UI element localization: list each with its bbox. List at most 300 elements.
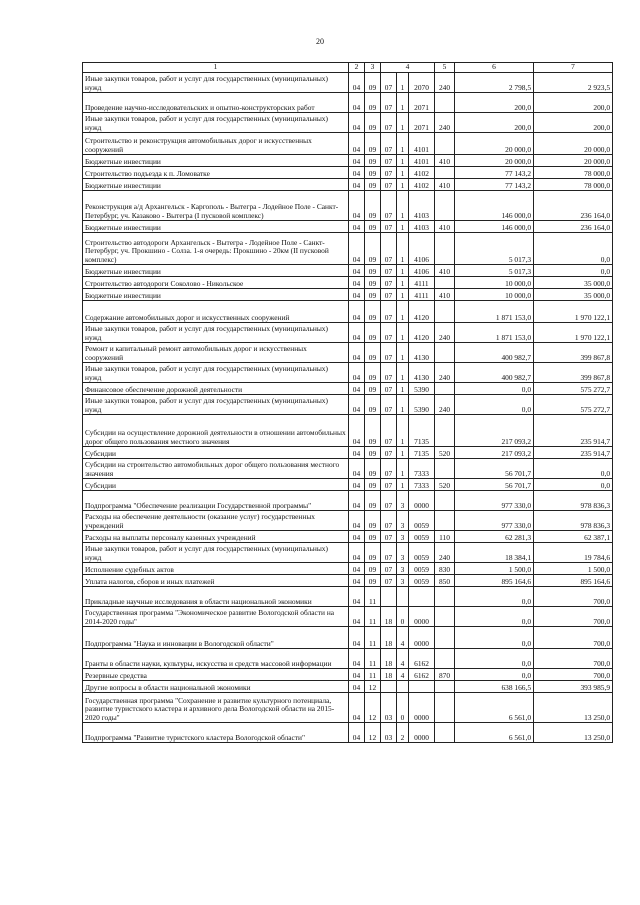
table-row <box>83 479 613 491</box>
value-2016: 200,0 <box>534 113 613 133</box>
row-name: Расходы на обеспечение деятельности (оказание услуг) государственных учреждений <box>83 511 349 531</box>
section-code: 04 <box>349 363 365 383</box>
value-2015: 146 000,0 <box>455 191 534 221</box>
table-row <box>83 113 613 133</box>
subsection-code: 11 <box>365 587 381 607</box>
value-2015: 10 000,0 <box>455 289 534 301</box>
value-2015: 200,0 <box>455 113 534 133</box>
table-row <box>83 543 613 563</box>
program-code: 07 <box>381 133 397 155</box>
table-row <box>83 459 613 479</box>
subprogram-code: 1 <box>397 265 409 277</box>
value-2015: 6 561,0 <box>455 693 534 723</box>
value-2015: 200,0 <box>455 93 534 113</box>
subprogram-code: 1 <box>397 395 409 415</box>
direction-code: 0000 <box>409 693 435 723</box>
value-2015: 6 561,0 <box>455 723 534 743</box>
expense-type-code: 410 <box>435 265 455 277</box>
subsection-code: 11 <box>365 649 381 669</box>
table-row <box>83 363 613 383</box>
program-code: 07 <box>381 491 397 511</box>
value-2015: 0,0 <box>455 669 534 681</box>
subprogram-code: 3 <box>397 543 409 563</box>
program-code: 18 <box>381 627 397 649</box>
value-2016: 20 000,0 <box>534 133 613 155</box>
row-name: Строительство и реконструкция автомобильных дорог и искусственных сооружений <box>83 133 349 155</box>
expense-type-code <box>435 491 455 511</box>
value-2016: 393 985,9 <box>534 681 613 693</box>
expense-type-code <box>435 277 455 289</box>
table-row <box>83 383 613 395</box>
table-row <box>83 415 613 447</box>
expense-type-code <box>435 587 455 607</box>
row-name: Подпрограмма "Развитие туристского кластера Вологодской области" <box>83 723 349 743</box>
value-2016: 399 867,8 <box>534 343 613 363</box>
expense-type-code <box>435 681 455 693</box>
expense-type-code: 110 <box>435 531 455 543</box>
section-code: 04 <box>349 723 365 743</box>
program-code: 07 <box>381 93 397 113</box>
program-code: 07 <box>381 179 397 191</box>
subsection-code: 09 <box>365 265 381 277</box>
subsection-code: 09 <box>365 543 381 563</box>
program-code: 18 <box>381 607 397 627</box>
table-header-row <box>83 63 613 73</box>
table-row <box>83 723 613 743</box>
section-code: 04 <box>349 491 365 511</box>
expense-type-code: 410 <box>435 221 455 233</box>
value-2015: 895 164,6 <box>455 575 534 587</box>
value-2016: 13 250,0 <box>534 693 613 723</box>
table-row <box>83 343 613 363</box>
row-name: Расходы на выплаты персоналу казенных учреждений <box>83 531 349 543</box>
expense-type-code: 520 <box>435 447 455 459</box>
direction-code: 0059 <box>409 531 435 543</box>
expense-type-code <box>435 649 455 669</box>
value-2015: 18 384,1 <box>455 543 534 563</box>
row-name: Иные закупки товаров, работ и услуг для государственных (муниципальных) нужд <box>83 73 349 93</box>
row-name: Бюджетные инвестиции <box>83 265 349 277</box>
subsection-code: 09 <box>365 491 381 511</box>
subsection-code: 09 <box>365 133 381 155</box>
subsection-code: 12 <box>365 681 381 693</box>
direction-code: 4102 <box>409 179 435 191</box>
program-code: 07 <box>381 363 397 383</box>
subsection-code: 09 <box>365 191 381 221</box>
row-name: Субсидии на строительство автомобильных дорог общего пользования местного значения <box>83 459 349 479</box>
value-2016: 235 914,7 <box>534 415 613 447</box>
program-code: 18 <box>381 649 397 669</box>
value-2015: 217 093,2 <box>455 415 534 447</box>
row-name: Проведение научно-исследовательских и опытно-конструкторских работ <box>83 93 349 113</box>
section-code: 04 <box>349 669 365 681</box>
subprogram-code: 0 <box>397 607 409 627</box>
subprogram-code: 1 <box>397 155 409 167</box>
subsection-code: 09 <box>365 447 381 459</box>
section-code: 04 <box>349 93 365 113</box>
subsection-code: 09 <box>365 575 381 587</box>
program-code: 07 <box>381 447 397 459</box>
expense-type-code <box>435 693 455 723</box>
program-code: 07 <box>381 383 397 395</box>
row-name: Резервные средства <box>83 669 349 681</box>
value-2016: 35 000,0 <box>534 277 613 289</box>
table-row <box>83 93 613 113</box>
subprogram-code: 1 <box>397 73 409 93</box>
row-name: Строительство подъезда к п. Ломоватке <box>83 167 349 179</box>
program-code: 07 <box>381 221 397 233</box>
section-code: 04 <box>349 459 365 479</box>
row-name: Бюджетные инвестиции <box>83 221 349 233</box>
table-row <box>83 167 613 179</box>
table-row <box>83 289 613 301</box>
page-number: 20 <box>316 37 324 46</box>
program-code: 07 <box>381 395 397 415</box>
subsection-code: 09 <box>365 343 381 363</box>
program-code: 07 <box>381 155 397 167</box>
subprogram-code: 2 <box>397 723 409 743</box>
section-code: 04 <box>349 543 365 563</box>
subsection-code: 11 <box>365 669 381 681</box>
value-2015: 56 701,7 <box>455 479 534 491</box>
direction-code: 4101 <box>409 155 435 167</box>
subsection-code: 09 <box>365 301 381 323</box>
value-2016: 978 836,3 <box>534 511 613 531</box>
subprogram-code: 1 <box>397 343 409 363</box>
section-code: 04 <box>349 607 365 627</box>
subprogram-code: 1 <box>397 93 409 113</box>
section-code: 04 <box>349 277 365 289</box>
program-code: 07 <box>381 511 397 531</box>
direction-code: 7333 <box>409 479 435 491</box>
direction-code: 6162 <box>409 649 435 669</box>
row-name: Содержание автомобильных дорог и искусственных сооружений <box>83 301 349 323</box>
value-2015: 0,0 <box>455 395 534 415</box>
row-name: Государственная программа "Сохранение и развитие культурного потенциала, развитие туристского кластера и архивного дела Вологодской области на 2015-2020 годы" <box>83 693 349 723</box>
subprogram-code: 0 <box>397 693 409 723</box>
subprogram-code: 1 <box>397 277 409 289</box>
section-code: 04 <box>349 587 365 607</box>
expense-type-code <box>435 167 455 179</box>
table-row <box>83 511 613 531</box>
subprogram-code: 1 <box>397 289 409 301</box>
section-code: 04 <box>349 681 365 693</box>
table-row <box>83 301 613 323</box>
table-row <box>83 395 613 415</box>
table-row <box>83 133 613 155</box>
value-2016: 575 272,7 <box>534 395 613 415</box>
section-code: 04 <box>349 649 365 669</box>
section-code: 04 <box>349 233 365 265</box>
direction-code: 4111 <box>409 289 435 301</box>
direction-code: 4101 <box>409 133 435 155</box>
program-code: 07 <box>381 73 397 93</box>
value-2015: 146 000,0 <box>455 221 534 233</box>
program-code: 07 <box>381 113 397 133</box>
table-row <box>83 233 613 265</box>
subsection-code: 09 <box>365 511 381 531</box>
value-2016: 1 500,0 <box>534 563 613 575</box>
value-2015: 20 000,0 <box>455 155 534 167</box>
subsection-code: 09 <box>365 459 381 479</box>
section-code: 04 <box>349 415 365 447</box>
subsection-code: 09 <box>365 167 381 179</box>
subsection-code: 09 <box>365 479 381 491</box>
direction-code: 7135 <box>409 447 435 459</box>
row-name: Субсидии на осуществление дорожной деятельности в отношении автомобильных дорог общего пользования местного значения <box>83 415 349 447</box>
row-name: Другие вопросы в области национальной экономики <box>83 681 349 693</box>
value-2016: 895 164,6 <box>534 575 613 587</box>
header-cell-3: 3 <box>365 63 381 73</box>
section-code: 04 <box>349 191 365 221</box>
table-row <box>83 575 613 587</box>
direction-code: 0059 <box>409 575 435 587</box>
section-code: 04 <box>349 113 365 133</box>
direction-code: 6162 <box>409 669 435 681</box>
section-code: 04 <box>349 155 365 167</box>
subprogram-code: 3 <box>397 575 409 587</box>
value-2015: 0,0 <box>455 627 534 649</box>
subprogram-code: 1 <box>397 323 409 343</box>
section-code: 04 <box>349 179 365 191</box>
value-2016: 978 836,3 <box>534 491 613 511</box>
direction-code: 5390 <box>409 395 435 415</box>
expense-type-code <box>435 627 455 649</box>
expense-type-code: 870 <box>435 669 455 681</box>
header-cell-1: 1 <box>83 63 349 73</box>
row-name: Реконструкция а/д Архангельск - Каргополь - Вытегра - Лодейное Поле - Санкт-Петербург, уч. Казаково - Вытегра (I пусковой комплекс) <box>83 191 349 221</box>
value-2016: 0,0 <box>534 233 613 265</box>
subprogram-code: 3 <box>397 491 409 511</box>
value-2016: 78 000,0 <box>534 179 613 191</box>
value-2015: 400 982,7 <box>455 363 534 383</box>
expense-type-code <box>435 133 455 155</box>
subprogram-code: 4 <box>397 669 409 681</box>
section-code: 04 <box>349 323 365 343</box>
subprogram-code: 1 <box>397 191 409 221</box>
section-code: 04 <box>349 479 365 491</box>
program-code: 07 <box>381 459 397 479</box>
subprogram-code: 1 <box>397 479 409 491</box>
header-cell-7: 7 <box>534 63 613 73</box>
value-2015: 638 166,5 <box>455 681 534 693</box>
subprogram-code: 4 <box>397 627 409 649</box>
value-2015: 977 330,0 <box>455 511 534 531</box>
program-code: 07 <box>381 233 397 265</box>
value-2015: 77 143,2 <box>455 167 534 179</box>
table-row <box>83 73 613 93</box>
table-row <box>83 607 613 627</box>
subsection-code: 09 <box>365 73 381 93</box>
direction-code: 4102 <box>409 167 435 179</box>
subprogram-code: 1 <box>397 113 409 133</box>
row-name: Иные закупки товаров, работ и услуг для государственных (муниципальных) нужд <box>83 323 349 343</box>
value-2016: 78 000,0 <box>534 167 613 179</box>
program-code: 07 <box>381 191 397 221</box>
expense-type-code <box>435 343 455 363</box>
subsection-code: 09 <box>365 221 381 233</box>
row-name: Исполнение судебных актов <box>83 563 349 575</box>
subsection-code: 11 <box>365 607 381 627</box>
value-2016: 700,0 <box>534 649 613 669</box>
program-code: 07 <box>381 277 397 289</box>
program-code: 07 <box>381 479 397 491</box>
subsection-code: 09 <box>365 179 381 191</box>
program-code <box>381 681 397 693</box>
program-code <box>381 587 397 607</box>
value-2016: 700,0 <box>534 627 613 649</box>
expense-type-code <box>435 233 455 265</box>
row-name: Строительство автодороги Архангельск - Вытегра - Лодейное Поле - Санкт-Петербург, уч. Прокшино - Солза. 1-я очередь: Прокшино - 20км (II пусковой комплекс) <box>83 233 349 265</box>
expense-type-code: 410 <box>435 155 455 167</box>
program-code: 03 <box>381 693 397 723</box>
subprogram-code: 1 <box>397 301 409 323</box>
row-name: Субсидии <box>83 479 349 491</box>
subsection-code: 12 <box>365 693 381 723</box>
row-name: Ремонт и капитальный ремонт автомобильных дорог и искусственных сооружений <box>83 343 349 363</box>
row-name: Государственная программа "Экономическое развитие Вологодской области на 2014-2020 годы" <box>83 607 349 627</box>
value-2016: 0,0 <box>534 265 613 277</box>
subprogram-code: 1 <box>397 221 409 233</box>
expense-type-code <box>435 607 455 627</box>
value-2016: 0,0 <box>534 479 613 491</box>
value-2016: 0,0 <box>534 459 613 479</box>
row-name: Субсидии <box>83 447 349 459</box>
section-code: 04 <box>349 511 365 531</box>
section-code: 04 <box>349 575 365 587</box>
subsection-code: 09 <box>365 395 381 415</box>
program-code: 07 <box>381 343 397 363</box>
expense-type-code: 240 <box>435 73 455 93</box>
value-2016: 1 970 122,1 <box>534 301 613 323</box>
table-row <box>83 649 613 669</box>
expense-type-code: 240 <box>435 323 455 343</box>
expense-type-code <box>435 511 455 531</box>
value-2015: 0,0 <box>455 649 534 669</box>
program-code: 07 <box>381 575 397 587</box>
section-code: 04 <box>349 221 365 233</box>
value-2016: 236 164,0 <box>534 191 613 221</box>
section-code: 04 <box>349 447 365 459</box>
table-row <box>83 265 613 277</box>
subsection-code: 12 <box>365 723 381 743</box>
table-row <box>83 277 613 289</box>
row-name: Уплата налогов, сборов и иных платежей <box>83 575 349 587</box>
expense-type-code: 830 <box>435 563 455 575</box>
value-2015: 2 798,5 <box>455 73 534 93</box>
direction-code: 7333 <box>409 459 435 479</box>
program-code: 07 <box>381 167 397 179</box>
value-2016: 62 387,1 <box>534 531 613 543</box>
subprogram-code: 1 <box>397 383 409 395</box>
program-code: 07 <box>381 543 397 563</box>
subsection-code: 11 <box>365 627 381 649</box>
value-2016: 20 000,0 <box>534 155 613 167</box>
expense-type-code <box>435 383 455 395</box>
subsection-code: 09 <box>365 233 381 265</box>
row-name: Строительство автодороги Соколово - Никольское <box>83 277 349 289</box>
budget-table <box>82 62 613 743</box>
direction-code: 0059 <box>409 563 435 575</box>
value-2015: 56 701,7 <box>455 459 534 479</box>
direction-code: 0000 <box>409 491 435 511</box>
table-row <box>83 627 613 649</box>
subprogram-code: 1 <box>397 363 409 383</box>
direction-code: 2071 <box>409 93 435 113</box>
subprogram-code: 1 <box>397 415 409 447</box>
subprogram-code: 3 <box>397 511 409 531</box>
expense-type-code: 410 <box>435 179 455 191</box>
section-code: 04 <box>349 289 365 301</box>
subsection-code: 09 <box>365 415 381 447</box>
direction-code: 0000 <box>409 607 435 627</box>
value-2015: 5 017,3 <box>455 265 534 277</box>
table-row <box>83 323 613 343</box>
expense-type-code <box>435 191 455 221</box>
subsection-code: 09 <box>365 323 381 343</box>
direction-code: 2070 <box>409 73 435 93</box>
program-code: 07 <box>381 301 397 323</box>
header-cell-4: 4 <box>381 63 435 73</box>
value-2016: 2 923,5 <box>534 73 613 93</box>
table-row <box>83 191 613 221</box>
expense-type-code: 410 <box>435 289 455 301</box>
subprogram-code <box>397 681 409 693</box>
direction-code: 4103 <box>409 191 435 221</box>
direction-code: 4111 <box>409 277 435 289</box>
value-2016: 200,0 <box>534 93 613 113</box>
subsection-code: 09 <box>365 363 381 383</box>
value-2015: 400 982,7 <box>455 343 534 363</box>
direction-code: 4106 <box>409 233 435 265</box>
value-2015: 62 281,3 <box>455 531 534 543</box>
expense-type-code: 240 <box>435 395 455 415</box>
section-code: 04 <box>349 627 365 649</box>
value-2016: 575 272,7 <box>534 383 613 395</box>
direction-code: 4120 <box>409 323 435 343</box>
value-2015: 20 000,0 <box>455 133 534 155</box>
value-2016: 235 914,7 <box>534 447 613 459</box>
subsection-code: 09 <box>365 383 381 395</box>
table-row <box>83 447 613 459</box>
expense-type-code <box>435 415 455 447</box>
table-row <box>83 693 613 723</box>
table-row <box>83 531 613 543</box>
program-code: 07 <box>381 563 397 575</box>
row-name: Бюджетные инвестиции <box>83 289 349 301</box>
table-row <box>83 221 613 233</box>
value-2015: 1 500,0 <box>455 563 534 575</box>
expense-type-code: 240 <box>435 543 455 563</box>
table-row <box>83 681 613 693</box>
expense-type-code: 850 <box>435 575 455 587</box>
expense-type-code <box>435 93 455 113</box>
subprogram-code: 1 <box>397 179 409 191</box>
direction-code: 4103 <box>409 221 435 233</box>
table-row <box>83 179 613 191</box>
value-2015: 977 330,0 <box>455 491 534 511</box>
value-2015: 0,0 <box>455 383 534 395</box>
subprogram-code: 1 <box>397 167 409 179</box>
direction-code: 0059 <box>409 543 435 563</box>
value-2015: 0,0 <box>455 607 534 627</box>
subsection-code: 09 <box>365 113 381 133</box>
section-code: 04 <box>349 265 365 277</box>
subsection-code: 09 <box>365 93 381 113</box>
row-name: Прикладные научные исследования в области национальной экономики <box>83 587 349 607</box>
section-code: 04 <box>349 343 365 363</box>
section-code: 04 <box>349 395 365 415</box>
